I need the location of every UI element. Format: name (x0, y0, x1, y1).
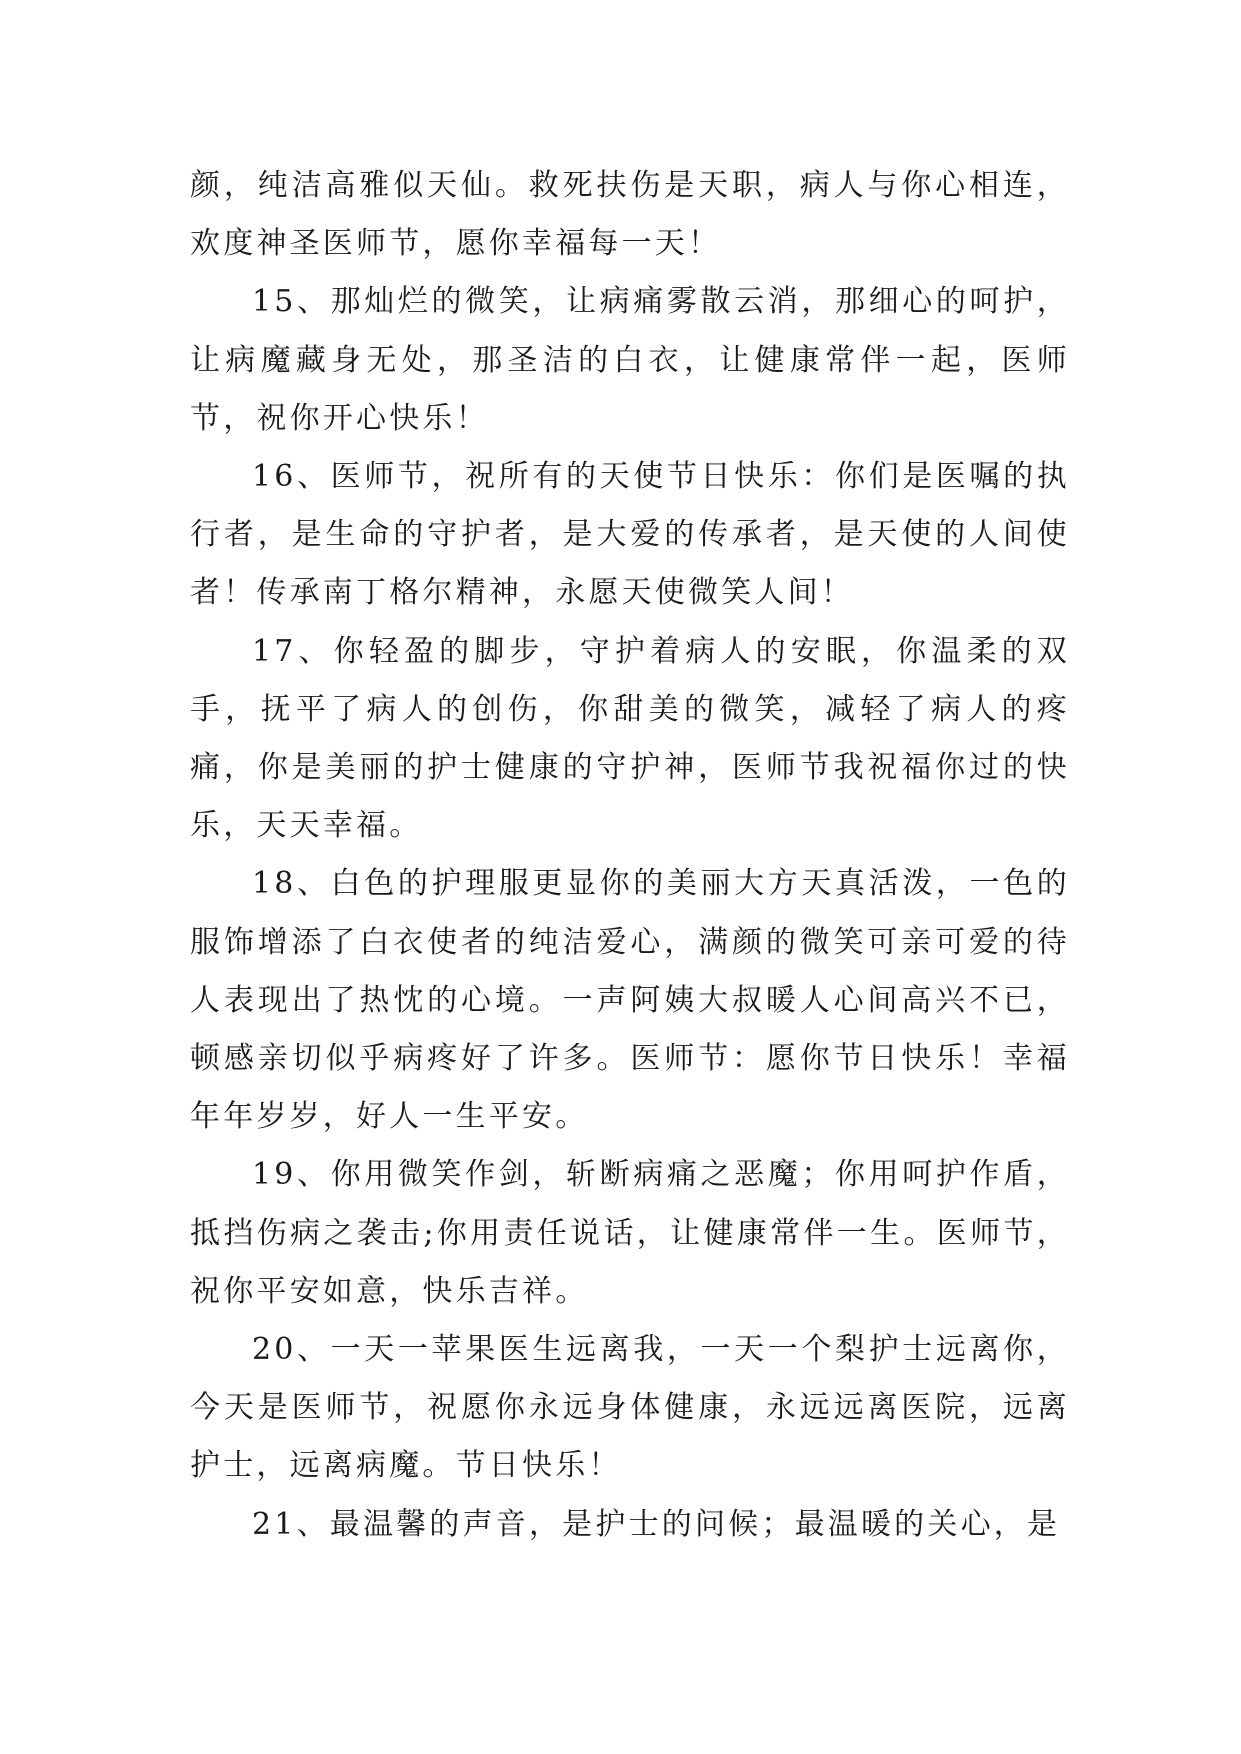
paragraph-21: 21、最温馨的声音，是护士的问候；最温暖的关心，是 (252, 1506, 1061, 1542)
paragraph-16: 16、医师节，祝所有的天使节日快乐：你们是医嘱的执行者，是生命的守护者，是大爱的传承者，是天使的人间使者！传承南丁格尔精神，永愿天使微笑人间！ (190, 459, 1070, 611)
paragraph-18: 18、白色的护理服更显你的美丽大方天真活泼，一色的服饰增添了白衣使者的纯洁爱心，满颜的微笑可亲可爱的待人表现出了热忱的心境。一声阿姨大叔暖人心间高兴不已，顿感亲切似乎病疼好了许多。医师节：愿你节日快乐！幸福年年岁岁，好人一生平安。 (190, 866, 1070, 1135)
paragraph-19: 19、你用微笑作剑，斩断病痛之恶魔；你用呵护作盾，抵挡伤病之袭击;你用责任说话，让健康常伴一生。医师节，祝你平安如意，快乐吉祥。 (190, 1157, 1070, 1309)
paragraph-14-continued: 颜，纯洁高雅似天仙。救死扶伤是天职，病人与你心相连，欢度神圣医师节，愿你幸福每一天！ (190, 168, 1070, 262)
paragraph-15: 15、那灿烂的微笑，让病痛雾散云消，那细心的呵护，让病魔藏身无处，那圣洁的白衣，让健康常伴一起，医师节，祝你开心快乐！ (190, 284, 1070, 436)
paragraph-17: 17、你轻盈的脚步，守护着病人的安眠，你温柔的双手，抚平了病人的创伤，你甜美的微笑，减轻了病人的疼痛，你是美丽的护士健康的守护神，医师节我祝福你过的快乐，天天幸福。 (190, 633, 1070, 844)
paragraph-20: 20、一天一苹果医生远离我，一天一个梨护士远离你，今天是医师节，祝愿你永远身体健康，永远远离医院，远离护士，远离病魔。节日快乐！ (190, 1332, 1070, 1484)
document-body (190, 157, 1070, 1554)
